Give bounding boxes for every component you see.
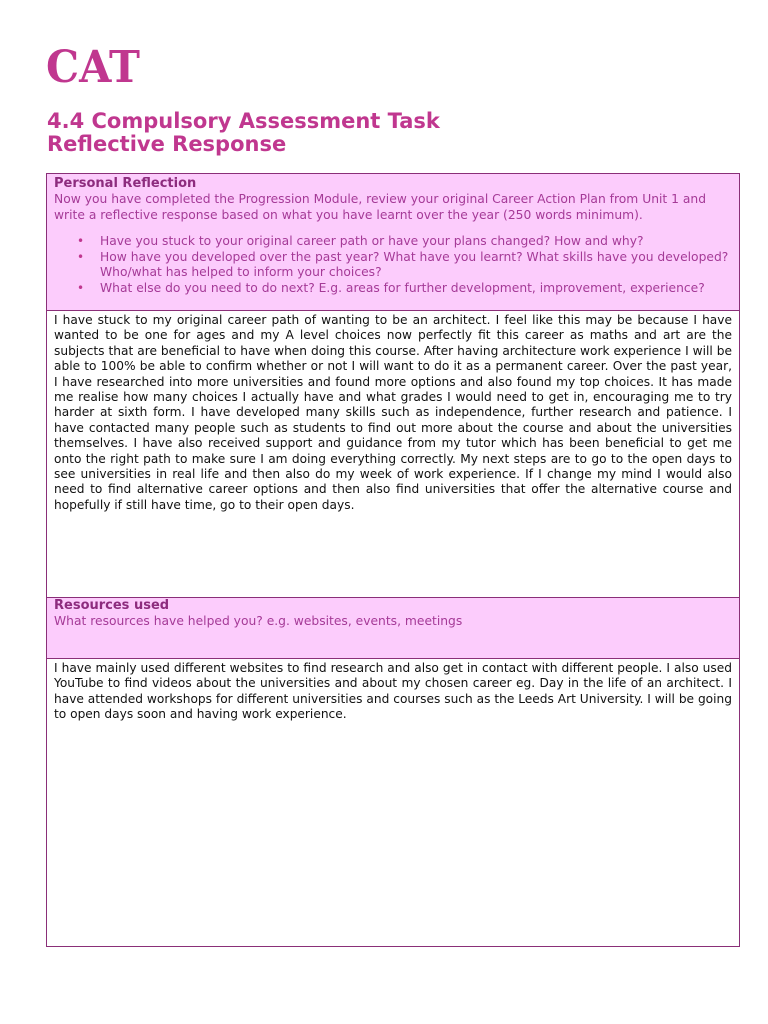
bullet-icon: • (77, 234, 85, 248)
title-line-1: 4.4 Compulsory Assessment Task (47, 109, 440, 133)
resources-heading: Resources used (54, 598, 170, 613)
personal-reflection-response-cell[interactable] (47, 311, 739, 598)
bullet-icon: • (77, 280, 85, 295)
reflection-question-text: What else do you need to do next? E.g. areas for further development, improvement, experience? (100, 280, 705, 295)
reflection-question-text: How have you developed over the past year? What have you learnt? What skills have you developed? Who/what has helped to inform your choices? (100, 249, 729, 279)
resources-prompt-cell (47, 598, 739, 659)
reflection-question (54, 250, 732, 281)
resources-response-cell[interactable] (47, 659, 739, 946)
reflection-question (54, 281, 732, 297)
personal-reflection-heading: Personal Reflection (54, 176, 197, 191)
personal-reflection-response[interactable]: I have stuck to my original career path of wanting to be an architect. I feel like this may be because I have wanted to be one for ages and my A level choices now perfectly fit this career as maths and art are the subjects that are beneficial to have when doing this course. After having architecture work experience I will be able to 100% be able to confirm whether or not I will want to do it as a permanent career. Over the past year, I have researched into more universities and found more options and also found my top choices. It has made me realise how many choices I actually have and what grades I would need to get in, encouraging me to try harder at sixth form. I have developed many skills such as independence, further research and patience. I have contacted many people such as students to find out more about the course and about the universities themselves. I have also received support and guidance from my tutor which has been beneficial to get me onto the right path to make sure I am doing everything correctly. My next steps are to go to the open days to see universities in real life and then also do my week of work experience. If I change my mind I would also need to find alternative career options and then also find universities that offer the alternative course and hopefully if still have time, go to their open days. (54, 313, 732, 512)
reflection-question-list (54, 234, 732, 296)
reflection-question (54, 234, 732, 250)
assessment-table (46, 173, 740, 947)
page-title (47, 110, 440, 156)
resources-instructions: What resources have helped you? e.g. websites, events, meetings (54, 614, 463, 628)
personal-reflection-prompt-cell (47, 174, 739, 311)
resources-response[interactable]: I have mainly used different websites to find research and also get in contact with different people. I also used YouTube to find videos about the universities and about my chosen career eg. Day in the life of an architect. I have attended workshops for different universities and courses such as the Leeds Art University. I will be going to open days soon and having work experience. (54, 661, 732, 722)
bullet-icon: • (77, 249, 85, 264)
reflection-question-text: Have you stuck to your original career path or have your plans changed? How and why? (100, 234, 644, 248)
title-line-2: Reflective Response (47, 132, 287, 156)
logo-text: CAT (46, 44, 141, 90)
personal-reflection-instructions: Now you have completed the Progression Module, review your original Career Action Plan from Unit 1 and write a reflective response based on what you have learnt over the year (250 words minimum). (54, 192, 706, 222)
cat-logo (46, 44, 146, 90)
